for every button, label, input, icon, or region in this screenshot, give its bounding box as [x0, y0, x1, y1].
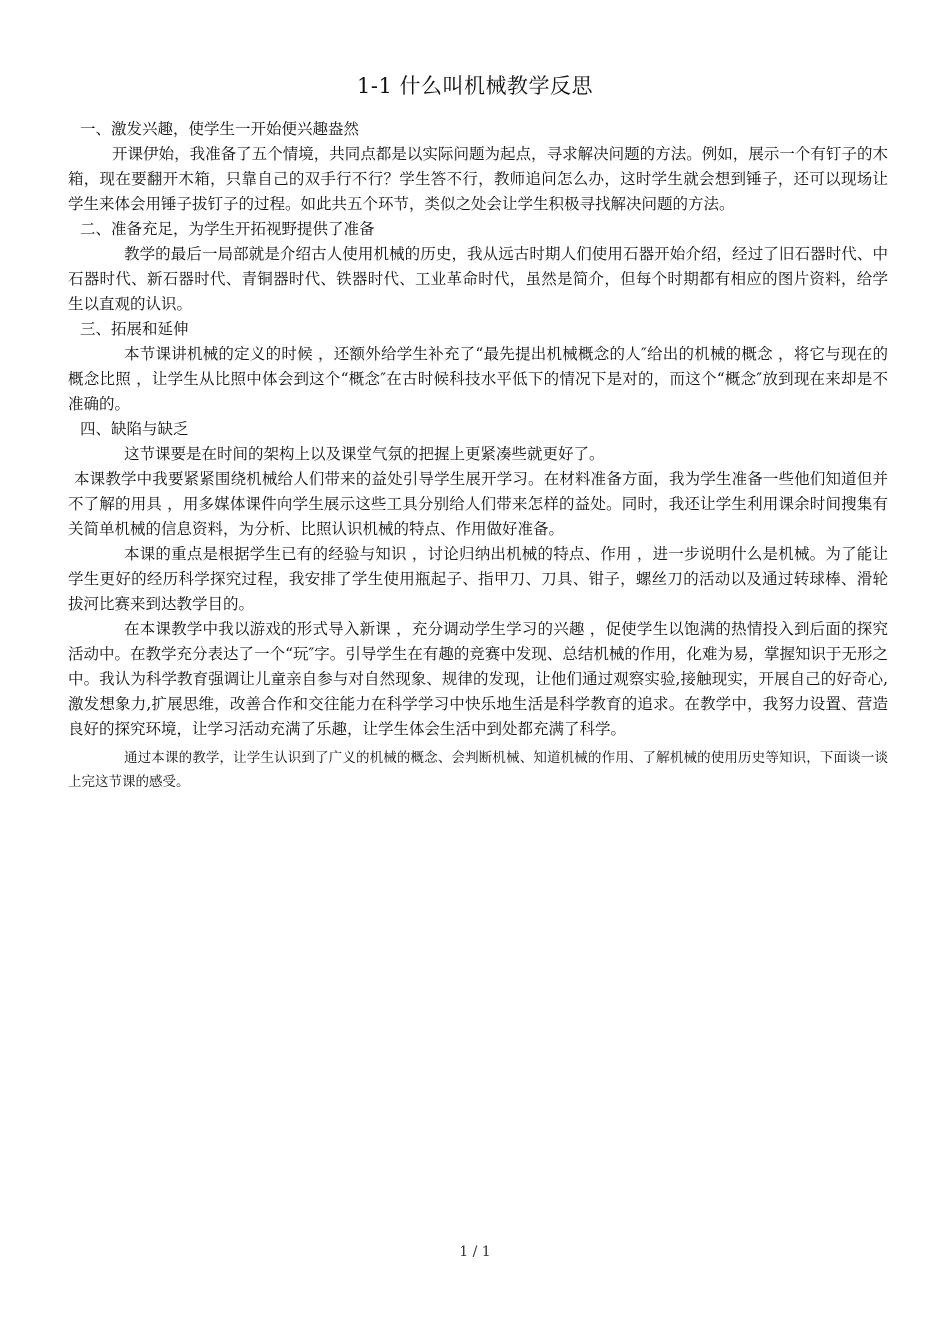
paragraph-4: 通过本课的教学，让学生认识到了广义的机械的概念、会判断机械、知道机械的作用、了解机械的使用历史等知识，下面谈一谈上完这节课的感受。	[68, 750, 888, 790]
section-body-1: 开课伊始，我准备了五个情境，共同点都是以实际问题为起点，寻求解决问题的方法。例如，展示一个有钉子的木箱，现在要翻开木箱，只靠自己的双手行不行？学生答不行，教师追问怎么办，这时学生就会想到锤子，还可以现场让学生来体会用锤子拔钉子的过程。如此共五个环节，类似之处会让学生积极寻找解决问题的方法。	[68, 145, 888, 213]
paragraph-3: 在本课教学中我以游戏的形式导入新课 ，充分调动学生学习的兴趣 ，促使学生以饱满的热情投入到后面的探究活动中。在教学充分表达了一个“玩″字。引导学生在有趣的竞赛中发现、总结机械的作用，化难为易，掌握知识于无形之中。我认为科学教育强调让儿童亲自参与对自然现象、规律的发现，让他们通过观察实验,接触现实，开展自己的好奇心,激发想象力,扩展思维，改善合作和交往能力在科学学习中快乐地生活是科学教育的追求。在教学中，我努力设置、营造良好的探究环境，让学习活动充满了乐趣，让学生体会生活中到处都充满了科学。	[68, 620, 888, 738]
paragraph-1: 本课教学中我要紧紧围绕机械给人们带来的益处引导学生展开学习。在材料准备方面，我为学生准备一些他们知道但并不了解的用具 ，用多媒体课件向学生展示这些工具分别给人们带来怎样的益处。同时，我还让学生利用课余时间搜集有关简单机械的信息资料，为分析、比照认识机械的特点、作用做好准备。	[68, 470, 888, 538]
paragraph-2: 本课的重点是根据学生已有的经验与知识 ，讨论归纳出机械的特点、作用 ，进一步说明什么是机械。为了能让学生更好的经历科学探究过程，我安排了学生使用瓶起子、指甲刀、刀具、钳子，螺丝刀的活动以及通过转球棒、滑轮拔河比赛来到达教学目的。	[68, 545, 888, 613]
section-body-3: 本节课讲机械的定义的时候 ，还额外给学生补充了“最先提出机械概念的人″给出的机械的概念 ，将它与现在的概念比照 ，让学生从比照中体会到这个“概念″在古时候科技水平低下的情况下是对的，而这个“概念″放到现在来却是不准确的。	[68, 345, 888, 413]
document-title: 1-1 什么叫机械教学反思	[357, 74, 593, 98]
page-number: 1 / 1	[459, 1244, 491, 1260]
section-body-4: 这节课要是在时间的架构上以及课堂气氛的把握上更紧凑些就更好了。	[124, 445, 605, 463]
section-heading-4: 四、缺陷与缺乏	[80, 420, 189, 438]
section-body-2: 教学的最后一局部就是介绍古人使用机械的历史，我从远古时期人们使用石器开始介绍，经过了旧石器时代、中石器时代、新石器时代、青铜器时代、铁器时代、工业革命时代，虽然是简介，但每个时期都有相应的图片资料，给学生以直观的认识。	[68, 245, 888, 313]
document-body	[68, 117, 888, 794]
section-heading-1: 一、激发兴趣，使学生一开始便兴趣盎然	[80, 120, 360, 138]
section-heading-2: 二、准备充足，为学生开拓视野提供了准备	[80, 220, 375, 238]
section-heading-3: 三、拓展和延伸	[80, 320, 189, 338]
